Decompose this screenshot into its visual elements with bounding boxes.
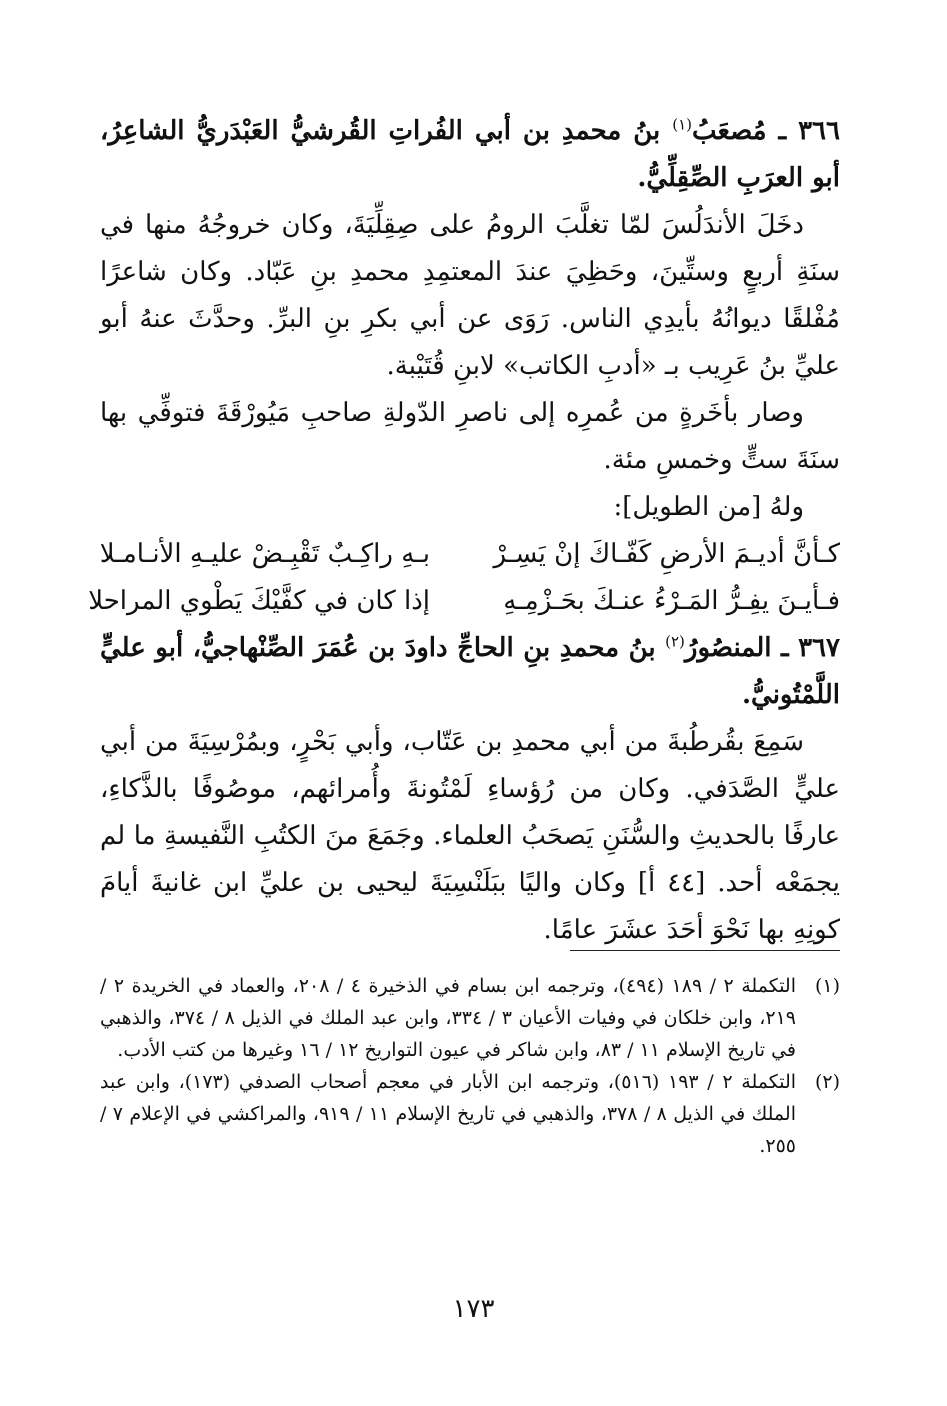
entry-number: ٣٦٧ ـ <box>780 633 840 663</box>
entry-lineage: بنُ محمدِ بن أبي الفُراتِ القُرشيُّ العَبْدَريُّ الشاعِرُ، أبو العرَبِ الصِّقِلِّيُّ. <box>100 116 840 193</box>
entry-number: ٣٦٦ ـ <box>778 116 840 146</box>
verse-first-hemistich: كـأنَّ أديـمَ الأرضِ كَفّـاكَ إنْ يَسِـرْ <box>493 539 840 569</box>
paragraph: دخَلَ الأندَلُسَ لمّا تغلَّبَ الرومُ على صِقِلِّيَةَ، وكان خروجُهُ منها في سنَةِ أربعٍ وستِّينَ، وحَظِيَ عندَ المعتمِدِ محمدِ بنِ عَبّاد. وكان شاعرًا مُفْلقًا ديوانُهُ بأيدِي الناس. رَوَى عن أبي بكرِ بنِ البرِّ. وحدَّثَ عنهُ أبو عليِّ بنُ عَرِيب بـ «أدبِ الكاتب» لابنِ قُتَيْبة. <box>100 210 840 381</box>
footnote-divider <box>570 950 840 951</box>
poem <box>88 531 840 625</box>
footnote-number: (١) <box>814 975 840 997</box>
footnote-number: (٢) <box>814 1071 840 1093</box>
verse-first-hemistich: فـأيـنَ يفِـرُّ المَـرْءُ عنـكَ بحَـزْمِـهِ <box>503 586 840 616</box>
footnotes <box>100 970 840 1162</box>
entry-heading-366 <box>100 108 840 202</box>
verse-second-hemistich: إذا كان في كفَّيْكَ يَطْوي المراحلا <box>88 586 430 616</box>
entry-name: المنصُورُ <box>684 633 772 663</box>
entry-lineage: بنُ محمدِ بنِ الحاجِّ داودَ بن عُمَرَ الصِّنْهاجيُّ، أبو عليٍّ اللَّمْتُونيُّ. <box>100 633 840 710</box>
footnote <box>100 970 840 1066</box>
paragraph: وصار بأخَرةٍ من عُمرِه إلى ناصرِ الدّولةِ صاحبِ مَيُورْقَةَ فتوفِّي بها سنَةَ ستٍّ وخمسِ مئة. <box>100 398 840 475</box>
main-text <box>88 108 840 954</box>
footnote <box>100 1066 840 1162</box>
paragraph: سَمِعَ بقُرطُبةَ من أبي محمدِ بن عَتّاب، وأبي بَحْرٍ، وبمُرْسِيَةَ من أبي عليٍّ الصَّدَفي. وكان من رُؤساءِ لَمْتُونةَ وأُمرائهم، موصُوفًا بالذَّكاءِ، عارفًا بالحديثِ والسُّنَنِ يَصحَبُ العلماء. وجَمَعَ منَ الكتُبِ النَّفيسةِ ما لم يجمَعْه أحد. [٤٤ أ] وكان واليًا ببَلَنْسِيَةَ ليحيى بن عليِّ ابن غانيةَ أيامَ كونِهِ بها نَحْوَ أحَدَ عشَرَ عامًا. <box>100 727 840 945</box>
footnote-ref: (٢) <box>665 632 685 651</box>
footnote-text: التكملة ٢ / ١٩٣ (٥١٦)، وترجمه ابن الأبار في معجم أصحاب الصدفي (١٧٣)، وابن عبد الملك في الذيل ٨ / ٣٧٨، والذهبي في تاريخ الإسلام ١١ / ٩١٩، والمراكشي في الإعلام ٧ / ٢٥٥. <box>100 1071 797 1157</box>
page-number: ١٧٣ <box>452 1294 495 1324</box>
verse-second-hemistich: بـهِ راكِـبٌ تَقْبِـضْ عليـهِ الأنـامـلا <box>99 539 430 569</box>
verse-line <box>100 531 840 578</box>
verse-intro: ولهُ [من الطويل]: <box>613 492 804 522</box>
entry-heading-367 <box>100 625 840 719</box>
footnote-ref: (١) <box>672 115 693 134</box>
verse-line <box>88 578 840 625</box>
entry-name: مُصعَبُ <box>692 116 767 146</box>
footnote-text: التكملة ٢ / ١٨٩ (٤٩٤)، وترجمه ابن بسام في الذخيرة ٤ / ٢٠٨، والعماد في الخريدة ٢ / ٢١٩، وابن خلكان في وفيات الأعيان ٣ / ٣٣٤، وابن عبد الملك في الذيل ٨ / ٣٧٤، والذهبي في تاريخ الإسلام ١١ / ٨٣، وابن شاكر في عيون التواريخ ١٢ / ١٦ وغيرها من كتب الأدب. <box>100 975 797 1061</box>
